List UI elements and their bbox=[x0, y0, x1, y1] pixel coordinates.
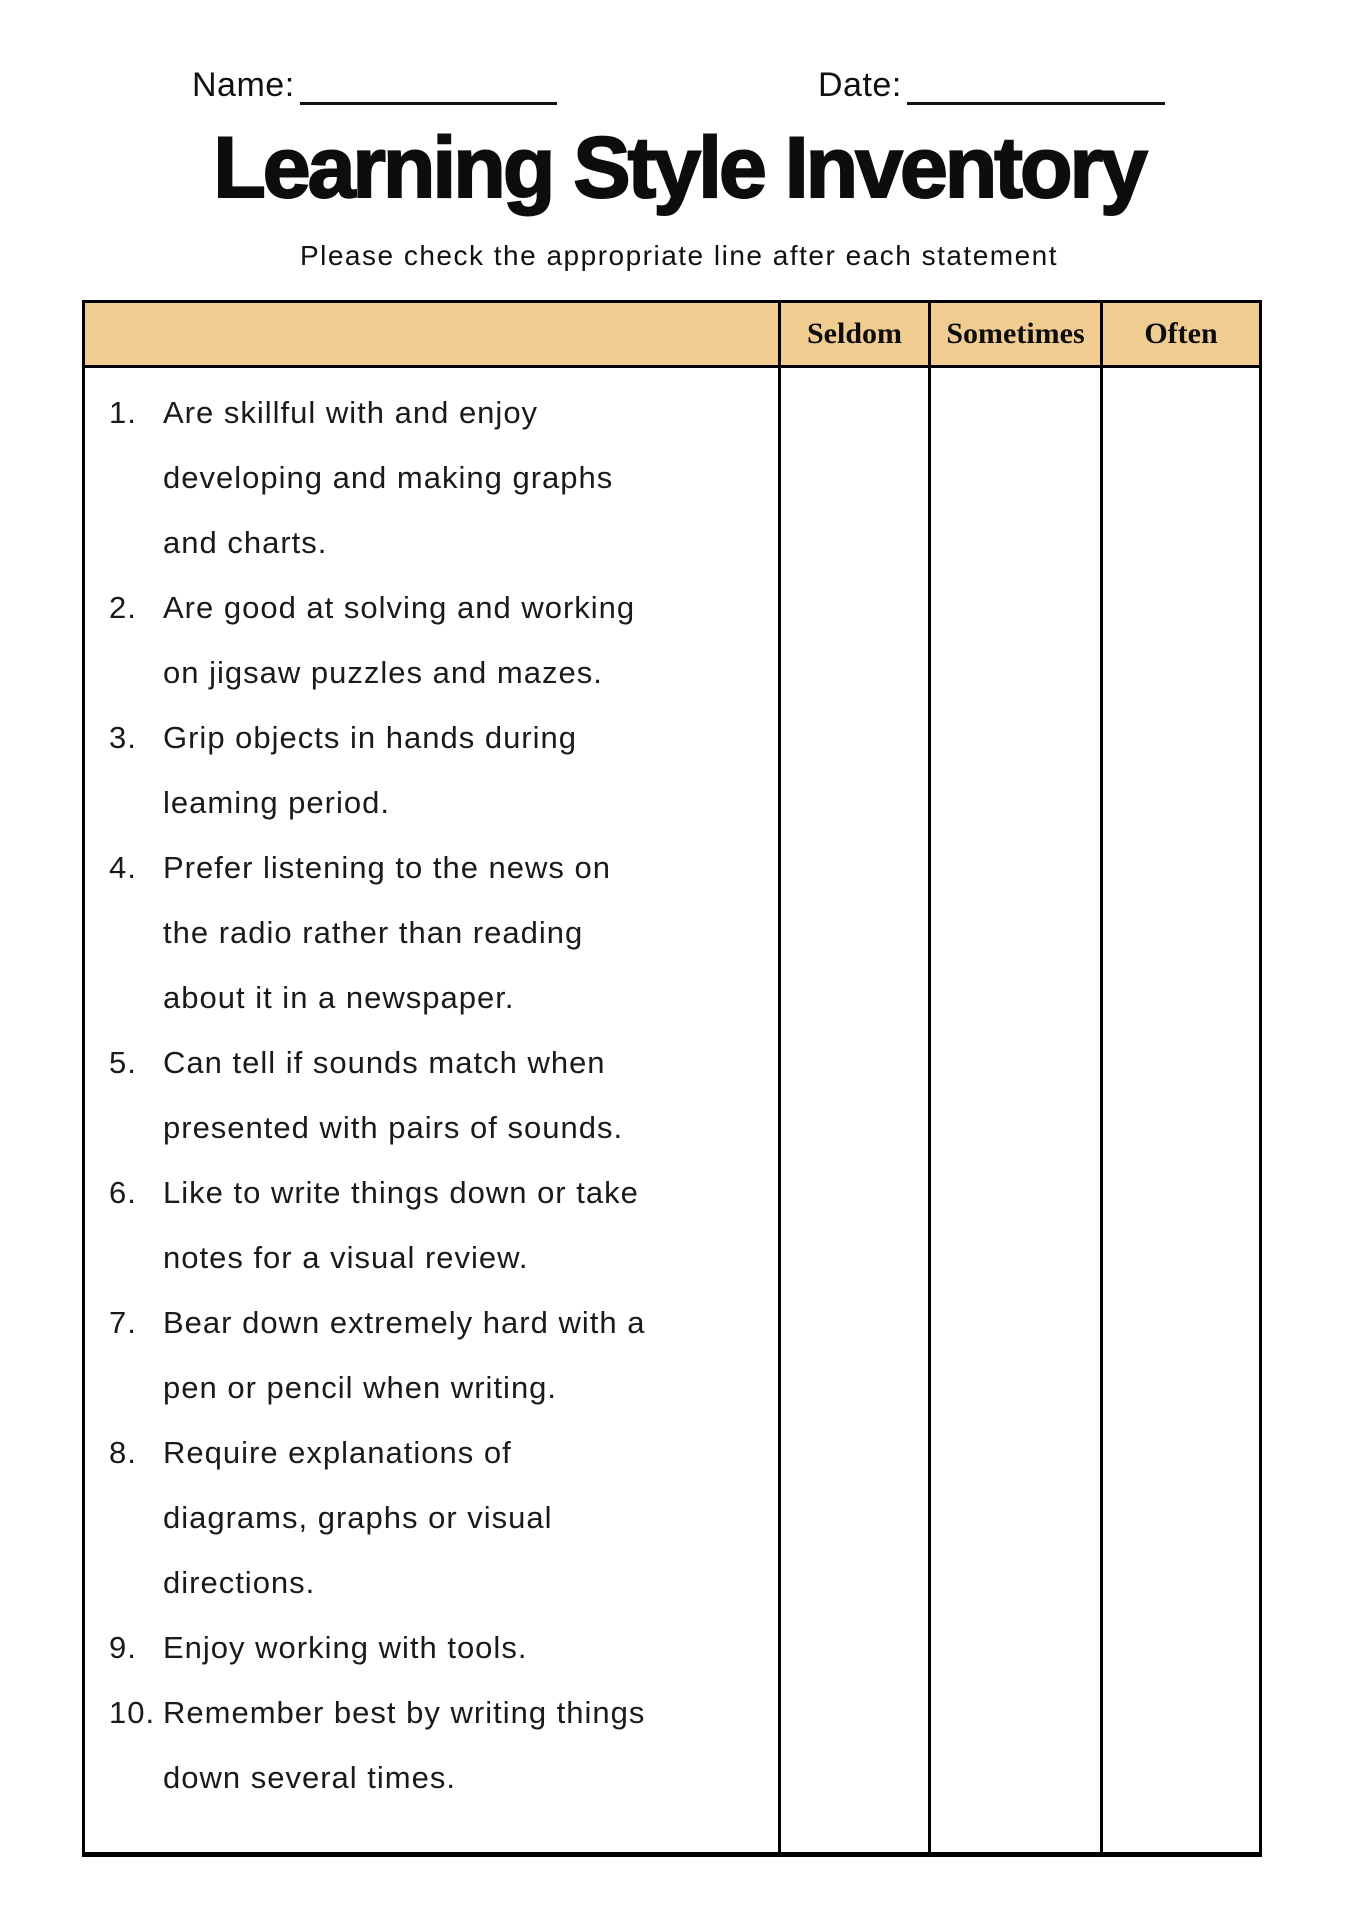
sometimes-header-cell: Sometimes bbox=[928, 303, 1100, 365]
statement-line: Prefer listening to the news on bbox=[163, 850, 612, 885]
statement-number: 1. bbox=[109, 395, 137, 430]
statement-line: pen or pencil when writing. bbox=[163, 1370, 558, 1405]
date-blank-field[interactable] bbox=[907, 102, 1165, 105]
statement-line: Grip objects in hands during bbox=[163, 720, 578, 755]
name-label: Name: bbox=[192, 66, 295, 104]
statement-line: down several times. bbox=[163, 1760, 456, 1795]
statement-header-cell bbox=[85, 303, 778, 365]
statement-line: directions. bbox=[163, 1565, 316, 1600]
statement-number: 7. bbox=[109, 1305, 137, 1340]
statement-number: 8. bbox=[109, 1435, 137, 1470]
statement-line: the radio rather than reading bbox=[163, 915, 584, 950]
statement-row bbox=[109, 1160, 768, 1290]
statement-number: 5. bbox=[109, 1045, 137, 1080]
statement-row bbox=[109, 575, 768, 705]
statement-line: about it in a newspaper. bbox=[163, 980, 515, 1015]
statement-lines bbox=[163, 705, 768, 835]
statement-lines bbox=[163, 1030, 768, 1160]
statement-row bbox=[109, 1030, 768, 1160]
statement-line: developing and making graphs bbox=[163, 460, 614, 495]
statements-list bbox=[85, 368, 778, 1852]
statement-number: 10. bbox=[109, 1695, 156, 1730]
statement-number: 2. bbox=[109, 590, 137, 625]
statement-line: Are skillful with and enjoy bbox=[163, 395, 539, 430]
statement-line: presented with pairs of sounds. bbox=[163, 1110, 624, 1145]
statement-row bbox=[109, 1615, 768, 1680]
statement-lines bbox=[163, 1160, 768, 1290]
statement-row bbox=[109, 380, 768, 575]
name-blank-field[interactable] bbox=[300, 102, 557, 105]
statement-line: Enjoy working with tools. bbox=[163, 1630, 528, 1665]
statement-row bbox=[109, 1420, 768, 1615]
statement-line: and charts. bbox=[163, 525, 328, 560]
statement-line: notes for a visual review. bbox=[163, 1240, 529, 1275]
statement-line: Are good at solving and working bbox=[163, 590, 636, 625]
date-label: Date: bbox=[818, 66, 902, 104]
statement-row bbox=[109, 1680, 768, 1810]
often-answer-column[interactable] bbox=[1100, 368, 1259, 1852]
page-title: Learning Style Inventory bbox=[213, 120, 1145, 216]
table-header-row bbox=[85, 303, 1259, 368]
statement-line: on jigsaw puzzles and mazes. bbox=[163, 655, 603, 690]
inventory-table bbox=[82, 300, 1262, 1857]
statement-line: Require explanations of bbox=[163, 1435, 512, 1470]
statement-number: 9. bbox=[109, 1630, 137, 1665]
statement-line: Remember best by writing things bbox=[163, 1695, 646, 1730]
statement-lines bbox=[163, 1615, 768, 1680]
statement-number: 4. bbox=[109, 850, 137, 885]
statement-lines bbox=[163, 575, 768, 705]
seldom-header-cell: Seldom bbox=[778, 303, 928, 365]
statement-line: Like to write things down or take bbox=[163, 1175, 639, 1210]
statement-lines bbox=[163, 1420, 768, 1615]
statement-line: Can tell if sounds match when bbox=[163, 1045, 606, 1080]
statement-lines bbox=[163, 835, 768, 1030]
statement-lines bbox=[163, 1680, 768, 1810]
seldom-answer-column[interactable] bbox=[778, 368, 928, 1852]
statement-number: 3. bbox=[109, 720, 137, 755]
statement-line: diagrams, graphs or visual bbox=[163, 1500, 553, 1535]
often-header-cell: Often bbox=[1100, 303, 1259, 365]
sometimes-answer-column[interactable] bbox=[928, 368, 1100, 1852]
table-body bbox=[85, 368, 1259, 1852]
statement-row bbox=[109, 835, 768, 1030]
statement-line: Bear down extremely hard with a bbox=[163, 1305, 646, 1340]
statement-row bbox=[109, 705, 768, 835]
statement-row bbox=[109, 1290, 768, 1420]
statement-line: leaming period. bbox=[163, 785, 390, 820]
statement-lines bbox=[163, 380, 768, 575]
statement-lines bbox=[163, 1290, 768, 1420]
statement-number: 6. bbox=[109, 1175, 137, 1210]
page-subtitle: Please check the appropriate line after each statement bbox=[299, 240, 1059, 271]
